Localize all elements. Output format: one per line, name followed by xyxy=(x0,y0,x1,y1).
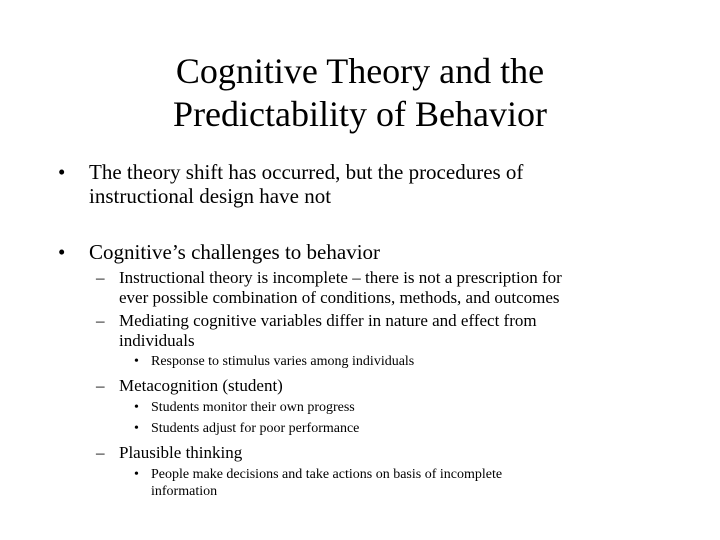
bullet-mark: • xyxy=(58,160,66,184)
bullet-line: The theory shift has occurred, but the procedures of xyxy=(89,160,524,184)
bullet-mark: • xyxy=(134,467,139,482)
sub-bullet-line: Instructional theory is incomplete – there is not a prescription for xyxy=(119,268,562,287)
bullet-mark: • xyxy=(134,400,139,415)
dash-mark: – xyxy=(96,443,105,462)
dash-mark: – xyxy=(96,376,105,395)
sub-sub-bullet-line: Students adjust for poor performance xyxy=(151,421,360,436)
sub-sub-bullet-line: information xyxy=(151,484,218,499)
bullet-line: Cognitive’s challenges to behavior xyxy=(89,240,381,264)
title-line-1: Cognitive Theory and the xyxy=(175,51,545,91)
sub-bullet-line: Metacognition (student) xyxy=(119,376,283,395)
dash-mark: – xyxy=(96,311,105,330)
sub-bullet-line: Plausible thinking xyxy=(119,443,243,462)
dash-mark: – xyxy=(96,268,105,287)
sub-sub-bullet-line: People make decisions and take actions on basis of incomplete xyxy=(151,467,503,482)
sub-bullet-line: ever possible combination of conditions, methods, and outcomes xyxy=(119,288,560,307)
sub-sub-bullet-line: Students monitor their own progress xyxy=(151,400,355,415)
slide-title xyxy=(110,50,610,136)
sub-bullet-line: Mediating cognitive variables differ in nature and effect from xyxy=(119,311,537,330)
bullet-line: instructional design have not xyxy=(89,184,332,208)
bullet-mark: • xyxy=(134,421,139,436)
bullet-mark: • xyxy=(134,354,139,369)
sub-sub-bullet-line: Response to stimulus varies among individuals xyxy=(151,354,415,369)
bullet-mark: • xyxy=(58,240,66,264)
title-line-2: Predictability of Behavior xyxy=(173,94,547,134)
sub-bullet-line: individuals xyxy=(119,331,195,350)
